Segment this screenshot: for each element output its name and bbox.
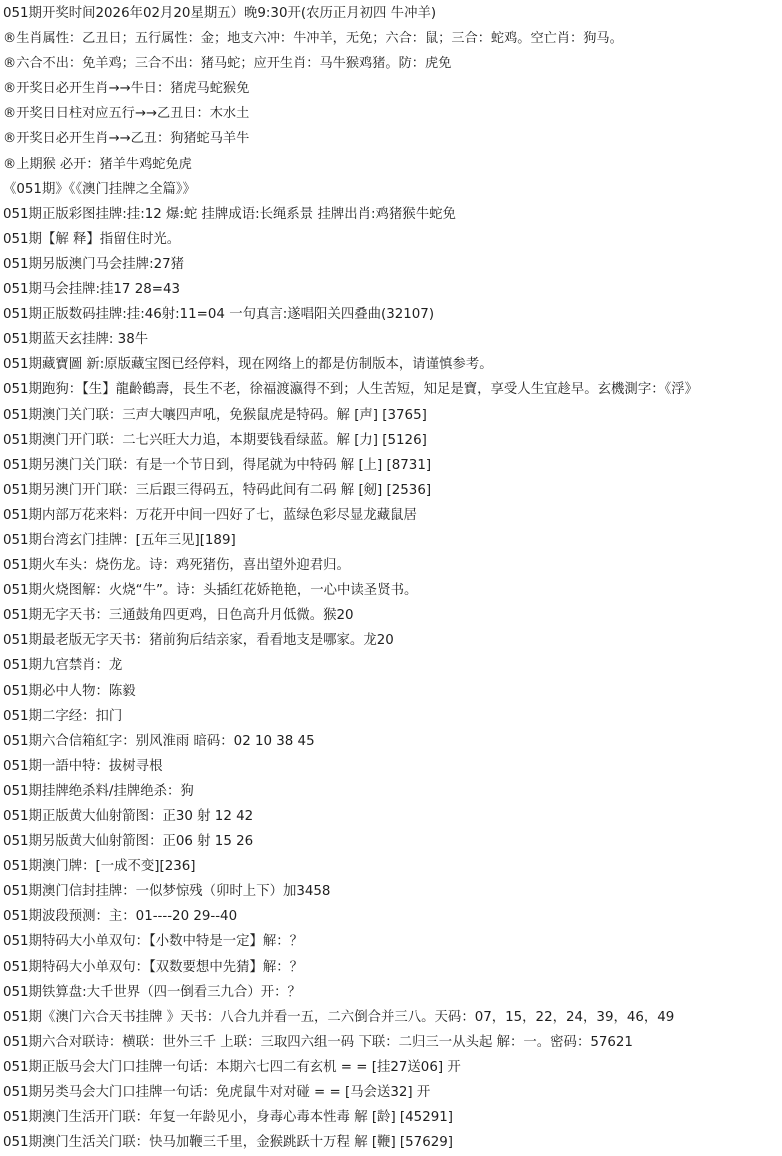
list-item: 051期蓝天玄挂牌: 38牛	[3, 332, 149, 348]
list-item: 051期六合对联诗：横联：世外三千 上联：三取四六组一码 下联：二归三一从头起 解：一。密码：57621	[3, 1034, 633, 1050]
list-item: 051期火烧图解：火烧“牛”。诗：头插红花娇艳艳，一心中读圣贤书。	[3, 583, 418, 599]
must-open-yichou-line: ®开奖日必开生肖→→乙丑：狗猪蛇马羊牛	[3, 131, 250, 147]
list-item: 051期必中人物：陈毅	[3, 683, 136, 699]
list-item: 051期澳门开门联：二七兴旺大力追，本期要钱看绿蓝。解 [力] [5126]	[3, 432, 427, 448]
six-combination-line: ®六合不出：免羊鸡；三合不出：猪马蛇；应开生肖：马牛猴鸡猪。防：虎免	[3, 56, 452, 72]
list-item: 051期内部万花来料：万花开中间一四好了七，蓝绿色彩尽显龙藏鼠居	[3, 507, 417, 523]
list-item: 051期另类马会大门口挂牌一句话：免虎鼠牛对对碰 = = [马会送32] 开	[3, 1085, 431, 1101]
list-item: 051期波段预测：主：01----20 29--40	[3, 909, 238, 925]
list-item: 051期六合信箱紅字：别风淮雨 暗码：02 10 38 45	[3, 733, 315, 749]
list-item: 051期澳门关门联：三声大嚷四声吼，免猴鼠虎是特码。解 [声] [3765]	[3, 407, 427, 423]
list-item: 051期澳门生活开门联：年复一年龄见小，身毒心毒本性毒 解 [龄] [45291]	[3, 1110, 453, 1126]
list-item: 051期澳门牌：[一成不变][236]	[3, 859, 196, 875]
list-item: 051期铁算盘:大千世界（四一倒看三九合）开：？	[3, 984, 301, 1000]
list-item: 051期台湾玄门挂牌：[五年三见][189]	[3, 532, 236, 548]
list-item: 051期最老版无字天书：猪前狗后结亲家，看看地支是哪家。龙20	[3, 633, 394, 649]
list-item: 051期二字经：扣门	[3, 708, 123, 724]
list-item: 051期正版彩图挂牌:挂:12 爆:蛇 挂牌成语:长绳系景 挂牌出肖:鸡猪猴牛蛇免	[3, 206, 456, 222]
list-item: 051期另澳门开门联：三后跟三得码五，特码此间有二码 解 [剱] [2536]	[3, 482, 432, 498]
list-item: 051期火车头：烧伤龙。诗：鸡死猪伤，喜出望外迎君归。	[3, 558, 350, 574]
list-item: 051期一語中特：拔树寻根	[3, 758, 163, 774]
list-item: 051期挂牌绝杀料/挂牌绝杀：狗	[3, 783, 194, 799]
list-item: 051期特码大小单双句：【双数要想中先猜】解：？	[3, 959, 304, 975]
list-item: 051期澳门生活关门联：快马加鞭三千里，金猴跳跃十万程 解 [鞭] [57629]	[3, 1135, 453, 1151]
list-item: 051期正版黄大仙射箭图：正30 射 12 42	[3, 809, 254, 824]
list-item: 051期跑狗：【生】龍齡鶴壽，長生不老，徐福渡瀛得不到；人生苦短，知足是寶，享受人生宜趁早。玄機測字：《浮》	[3, 382, 699, 398]
list-item: 051期九宫禁肖：龙	[3, 658, 123, 674]
five-elements-line: ®开奖日日柱对应五行→→乙丑日：木水土	[3, 106, 250, 122]
draw-time-line: 051期开奖时间2026年02月20星期五）晚9:30开(农历正月初四 牛冲羊)	[3, 6, 437, 21]
section-title: 《051期》《《澳门挂牌之全篇》》	[3, 181, 196, 197]
last-period-line: ®上期猴 必开：猪羊牛鸡蛇免虎	[3, 156, 192, 172]
list-item: 051期【解 释】指留住时光。	[3, 231, 181, 247]
list-item: 051期澳门信封挂牌：一似梦惊残（卯时上下）加3458	[3, 884, 331, 900]
list-item: 051期另版澳门马会挂牌:27猪	[3, 256, 185, 272]
list-item: 051期马会挂牌:挂17 28=43	[3, 282, 181, 298]
list-item: 051期正版马会大门口挂牌一句话：本期六七四二有玄机 = = [挂27送06] 开	[3, 1059, 461, 1075]
must-open-zodiac-line: ®开奖日必开生肖→→牛日：猪虎马蛇猴免	[3, 81, 250, 97]
list-item: 051期另澳门关门联：有是一个节日到，得尾就为中特码 解 [上] [8731]	[3, 457, 432, 473]
zodiac-attributes-line: ®生肖属性：乙丑日；五行属性：金；地支六冲：牛冲羊，无免；六合：鼠；三合：蛇鸡。空亡肖：狗马。	[3, 31, 623, 47]
list-item: 051期无字天书：三通鼓角四更鸡，日色高升月低微。猴20	[3, 608, 354, 624]
list-item: 051期特码大小单双句：【小数中特是一定】解：？	[3, 934, 304, 950]
list-item: 051期正版数码挂牌:挂:46射:11=04 一句真言:遂唱阳关四叠曲(32107)	[3, 307, 435, 323]
list-item: 051期藏寶圖 新:原版藏宝图已经停料，现在网络上的都是仿制版本，请谨慎参考。	[3, 357, 493, 373]
list-item: 051期另版黄大仙射箭图：正06 射 15 26	[3, 834, 254, 850]
list-item: 051期《澳门六合天书挂牌 》天书：八合九并看一五，二六倒合并三八。天码：07，15，22，24，39，46，49	[3, 1009, 675, 1025]
